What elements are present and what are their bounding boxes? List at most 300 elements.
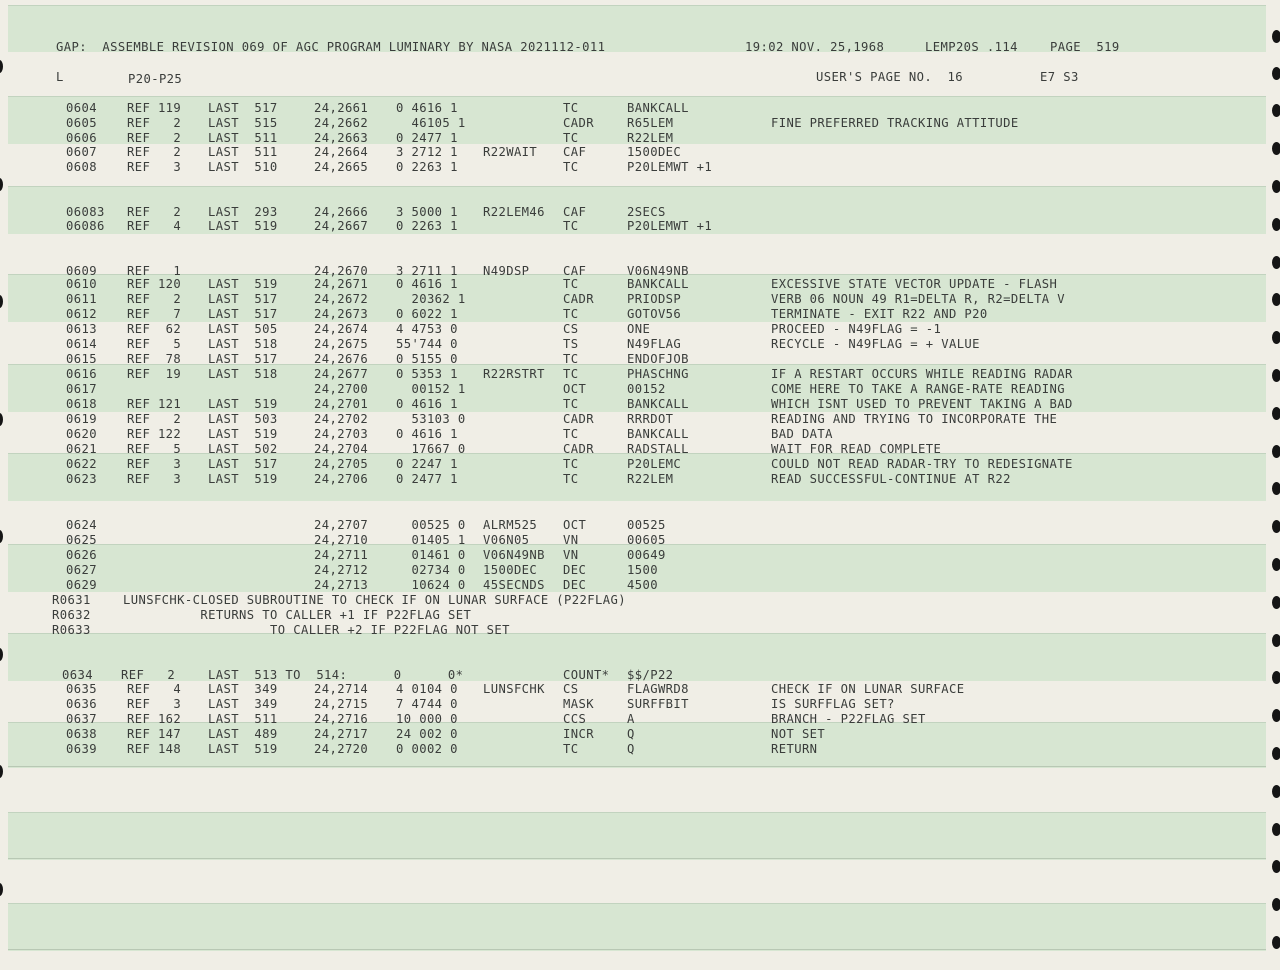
tractor-hole-icon bbox=[1272, 709, 1280, 722]
page-number: PAGE 519 bbox=[1050, 40, 1120, 54]
listing-line bbox=[0, 337, 1260, 352]
line-word: 10 000 0 bbox=[396, 712, 458, 726]
line-addr: 24,2700 bbox=[314, 382, 369, 396]
line-operand: 1500DEC bbox=[627, 145, 682, 159]
line-ref: REF 3 bbox=[127, 457, 182, 471]
listing-line bbox=[0, 682, 1260, 697]
line-line: 0606 bbox=[66, 131, 97, 145]
line-ref: REF 3 bbox=[127, 472, 182, 486]
line-label: ALRM525 bbox=[483, 518, 538, 532]
tractor-hole-icon bbox=[1272, 142, 1280, 155]
line-word: 7 4744 0 bbox=[396, 697, 458, 711]
line-addr: 24,2672 bbox=[314, 292, 369, 306]
line-word: 53103 0 bbox=[396, 412, 466, 426]
line-comment: BRANCH - P22FLAG SET bbox=[771, 712, 926, 726]
line-line: 0619 bbox=[66, 412, 97, 426]
tractor-hole-icon bbox=[1272, 369, 1280, 382]
listing-line bbox=[0, 101, 1260, 116]
line-op: CAF bbox=[563, 145, 587, 159]
job-name: LEMP20S .114 bbox=[925, 40, 1018, 54]
tractor-hole-icon bbox=[1272, 520, 1280, 533]
line-operand: ONE bbox=[627, 322, 651, 336]
line-line: 0637 bbox=[66, 712, 97, 726]
line-op: TC bbox=[563, 472, 579, 486]
left-marker: L bbox=[56, 70, 64, 84]
paper-band bbox=[8, 903, 1266, 951]
tractor-hole-icon bbox=[1272, 898, 1280, 911]
remark-line bbox=[0, 623, 1260, 638]
listing-line bbox=[0, 367, 1260, 382]
line-comment: CHECK IF ON LUNAR SURFACE bbox=[771, 682, 965, 696]
line-word: 0 4616 1 bbox=[396, 101, 458, 115]
line-line: 0624 bbox=[66, 518, 97, 532]
line-line: 0629 bbox=[66, 578, 97, 592]
remark-number: R0632 bbox=[52, 608, 91, 622]
line-ref: REF 2 bbox=[127, 145, 182, 159]
line-operand: 4500 bbox=[627, 578, 658, 592]
line-ref: REF 7 bbox=[127, 307, 182, 321]
line-comment: WAIT FOR READ COMPLETE bbox=[771, 442, 942, 456]
line-line: 0620 bbox=[66, 427, 97, 441]
line-op: MASK bbox=[563, 697, 594, 711]
line-addr: 24,2716 bbox=[314, 712, 369, 726]
line-word: 3 2711 1 bbox=[396, 264, 458, 278]
line-ref: REF 5 bbox=[127, 442, 182, 456]
line-comment: VERB 06 NOUN 49 R1=DELTA R, R2=DELTA V bbox=[771, 292, 1066, 306]
line-addr: 24,2711 bbox=[314, 548, 369, 562]
line-comment: BAD DATA bbox=[771, 427, 833, 441]
listing-line bbox=[0, 307, 1260, 322]
listing-line bbox=[0, 742, 1260, 757]
line-line: 0612 bbox=[66, 307, 97, 321]
line-operand: GOTOV56 bbox=[627, 307, 682, 321]
listing-line bbox=[0, 412, 1260, 427]
listing-title: GAP: ASSEMBLE REVISION 069 OF AGC PROGRAM LUMINARY BY NASA 2021112-011 bbox=[56, 40, 606, 54]
line-line: 0623 bbox=[66, 472, 97, 486]
line-op: VN bbox=[563, 533, 579, 547]
line-op: TC bbox=[563, 457, 579, 471]
line-operand: FLAGWRD8 bbox=[627, 682, 689, 696]
line-label: 45SECNDS bbox=[483, 578, 545, 592]
line-operand: Q bbox=[627, 727, 635, 741]
line-operand: R65LEM bbox=[627, 116, 674, 130]
line-label: 1500DEC bbox=[483, 563, 538, 577]
line-word: 01405 1 bbox=[396, 533, 466, 547]
count-text: LAST 513 TO 514: 0 0* bbox=[208, 668, 464, 682]
listing-line bbox=[0, 322, 1260, 337]
line-last: LAST 517 bbox=[208, 352, 278, 366]
tractor-hole-icon bbox=[1272, 218, 1280, 231]
line-ref: REF 4 bbox=[127, 682, 182, 696]
count-ref: REF 2 bbox=[121, 668, 176, 682]
line-ref: REF 122 bbox=[127, 427, 182, 441]
line-addr: 24,2701 bbox=[314, 397, 369, 411]
line-word: 24 002 0 bbox=[396, 727, 458, 741]
line-comment: RECYCLE - N49FLAG = + VALUE bbox=[771, 337, 980, 351]
remark-number: R0633 bbox=[52, 623, 91, 637]
line-ref: REF 19 bbox=[127, 367, 182, 381]
remark-text: RETURNS TO CALLER +1 IF P22FLAG SET bbox=[123, 608, 472, 622]
print-timestamp: 19:02 NOV. 25,1968 bbox=[745, 40, 885, 54]
line-line: 0635 bbox=[66, 682, 97, 696]
tractor-hole-icon bbox=[0, 648, 3, 661]
line-op: TC bbox=[563, 219, 579, 233]
listing-line bbox=[0, 518, 1260, 533]
line-addr: 24,2715 bbox=[314, 697, 369, 711]
line-operand: BANKCALL bbox=[627, 101, 689, 115]
line-line: 0611 bbox=[66, 292, 97, 306]
line-line: 0608 bbox=[66, 160, 97, 174]
line-addr: 24,2704 bbox=[314, 442, 369, 456]
tractor-hole-icon bbox=[0, 60, 3, 73]
line-addr: 24,2706 bbox=[314, 472, 369, 486]
line-ref: REF 119 bbox=[127, 101, 182, 115]
line-op: TC bbox=[563, 367, 579, 381]
line-addr: 24,2666 bbox=[314, 205, 369, 219]
line-operand: 1500 bbox=[627, 563, 658, 577]
line-word: 10624 0 bbox=[396, 578, 466, 592]
line-op: OCT bbox=[563, 518, 587, 532]
paper-rule bbox=[8, 949, 1266, 950]
line-word: 00525 0 bbox=[396, 518, 466, 532]
line-label: R22RSTRT bbox=[483, 367, 545, 381]
line-line: 0639 bbox=[66, 742, 97, 756]
line-operand: 00152 bbox=[627, 382, 666, 396]
line-last: LAST 510 bbox=[208, 160, 278, 174]
line-ref: REF 120 bbox=[127, 277, 182, 291]
line-last: LAST 511 bbox=[208, 131, 278, 145]
sheet-code: E7 S3 bbox=[1040, 70, 1079, 84]
line-addr: 24,2670 bbox=[314, 264, 369, 278]
line-word: 0 2247 1 bbox=[396, 457, 458, 471]
line-operand: 00605 bbox=[627, 533, 666, 547]
line-op: TS bbox=[563, 337, 579, 351]
count-line bbox=[0, 668, 1260, 683]
line-operand: PRIODSP bbox=[627, 292, 682, 306]
line-op: TC bbox=[563, 397, 579, 411]
line-last: LAST 519 bbox=[208, 427, 278, 441]
line-ref: REF 2 bbox=[127, 116, 182, 130]
line-op: TC bbox=[563, 427, 579, 441]
line-ref: REF 1 bbox=[127, 264, 182, 278]
line-addr: 24,2703 bbox=[314, 427, 369, 441]
line-line: 0607 bbox=[66, 145, 97, 159]
line-label: R22WAIT bbox=[483, 145, 538, 159]
line-comment: RETURN bbox=[771, 742, 818, 756]
line-operand: PHASCHNG bbox=[627, 367, 689, 381]
line-line: 0614 bbox=[66, 337, 97, 351]
tractor-hole-icon bbox=[1272, 671, 1280, 684]
users-page-number: USER'S PAGE NO. 16 bbox=[816, 70, 964, 84]
line-op: CAF bbox=[563, 205, 587, 219]
line-line: 0625 bbox=[66, 533, 97, 547]
paper-rule bbox=[8, 858, 1266, 859]
line-word: 0 2477 1 bbox=[396, 131, 458, 145]
tractor-hole-icon bbox=[1272, 331, 1280, 344]
line-last: LAST 519 bbox=[208, 472, 278, 486]
listing-line bbox=[0, 712, 1260, 727]
line-ref: REF 162 bbox=[127, 712, 182, 726]
line-comment: IF A RESTART OCCURS WHILE READING RADAR bbox=[771, 367, 1073, 381]
line-comment: READ SUCCESSFUL-CONTINUE AT R22 bbox=[771, 472, 1011, 486]
line-comment: NOT SET bbox=[771, 727, 826, 741]
tractor-hole-icon bbox=[1272, 293, 1280, 306]
line-operand: R22LEM bbox=[627, 472, 674, 486]
line-operand: RRRDOT bbox=[627, 412, 674, 426]
line-operand: BANKCALL bbox=[627, 397, 689, 411]
line-op: OCT bbox=[563, 382, 587, 396]
line-ref: REF 62 bbox=[127, 322, 182, 336]
line-line: 0615 bbox=[66, 352, 97, 366]
line-ref: REF 3 bbox=[127, 160, 182, 174]
line-last: LAST 517 bbox=[208, 101, 278, 115]
line-op: CAF bbox=[563, 264, 587, 278]
tractor-hole-icon bbox=[1272, 860, 1280, 873]
tractor-hole-icon bbox=[1272, 445, 1280, 458]
remark-number: R0631 bbox=[52, 593, 91, 607]
tractor-hole-icon bbox=[1272, 558, 1280, 571]
line-operand: SURFFBIT bbox=[627, 697, 689, 711]
listing-line bbox=[0, 578, 1260, 593]
line-word: 0 5353 1 bbox=[396, 367, 458, 381]
line-last: LAST 489 bbox=[208, 727, 278, 741]
line-comment: READING AND TRYING TO INCORPORATE THE bbox=[771, 412, 1058, 426]
line-last: LAST 518 bbox=[208, 337, 278, 351]
line-comment: EXCESSIVE STATE VECTOR UPDATE - FLASH bbox=[771, 277, 1058, 291]
line-addr: 24,2710 bbox=[314, 533, 369, 547]
line-last: LAST 505 bbox=[208, 322, 278, 336]
line-addr: 24,2662 bbox=[314, 116, 369, 130]
line-ref: REF 2 bbox=[127, 412, 182, 426]
line-comment: COME HERE TO TAKE A RANGE-RATE READING bbox=[771, 382, 1066, 396]
line-line: 0610 bbox=[66, 277, 97, 291]
line-word: 0 4616 1 bbox=[396, 397, 458, 411]
listing-line bbox=[0, 727, 1260, 742]
line-op: CADR bbox=[563, 442, 594, 456]
line-word: 55'744 0 bbox=[396, 337, 458, 351]
line-line: 0616 bbox=[66, 367, 97, 381]
remark-text: LUNSFCHK-CLOSED SUBROUTINE TO CHECK IF ON LUNAR SURFACE (P22FLAG) bbox=[123, 593, 626, 607]
line-operand: Q bbox=[627, 742, 635, 756]
listing-line bbox=[0, 277, 1260, 292]
line-line: 0638 bbox=[66, 727, 97, 741]
line-line: 0622 bbox=[66, 457, 97, 471]
line-word: 0 0002 0 bbox=[396, 742, 458, 756]
line-word: 4 0104 0 bbox=[396, 682, 458, 696]
line-label: N49DSP bbox=[483, 264, 530, 278]
line-comment: IS SURFFLAG SET? bbox=[771, 697, 895, 711]
line-word: 3 5000 1 bbox=[396, 205, 458, 219]
line-op: TC bbox=[563, 742, 579, 756]
line-line: 0605 bbox=[66, 116, 97, 130]
line-ref: REF 2 bbox=[127, 131, 182, 145]
line-word: 46105 1 bbox=[396, 116, 466, 130]
listing-line bbox=[0, 352, 1260, 367]
line-comment: PROCEED - N49FLAG = -1 bbox=[771, 322, 942, 336]
line-operand: BANKCALL bbox=[627, 427, 689, 441]
line-label: V06N05 bbox=[483, 533, 530, 547]
tractor-hole-icon bbox=[1272, 482, 1280, 495]
tractor-hole-icon bbox=[0, 765, 3, 778]
line-ref: REF 147 bbox=[127, 727, 182, 741]
line-last: LAST 519 bbox=[208, 397, 278, 411]
count-line: 0634 bbox=[62, 668, 93, 682]
remark-line bbox=[0, 608, 1260, 623]
line-addr: 24,2702 bbox=[314, 412, 369, 426]
line-ref: REF 78 bbox=[127, 352, 182, 366]
line-word: 0 2477 1 bbox=[396, 472, 458, 486]
listing-line bbox=[0, 219, 1260, 234]
line-addr: 24,2674 bbox=[314, 322, 369, 336]
tractor-hole-icon bbox=[1272, 785, 1280, 798]
line-line: 0636 bbox=[66, 697, 97, 711]
line-word: 0 2263 1 bbox=[396, 219, 458, 233]
line-operand: R22LEM bbox=[627, 131, 674, 145]
line-addr: 24,2671 bbox=[314, 277, 369, 291]
line-label: V06N49NB bbox=[483, 548, 545, 562]
listing-line bbox=[0, 397, 1260, 412]
line-word: 4 4753 0 bbox=[396, 322, 458, 336]
tractor-hole-icon bbox=[0, 178, 3, 191]
line-last: LAST 519 bbox=[208, 277, 278, 291]
line-op: TC bbox=[563, 101, 579, 115]
line-line: 06086 bbox=[66, 219, 105, 233]
line-last: LAST 511 bbox=[208, 712, 278, 726]
line-last: LAST 519 bbox=[208, 219, 278, 233]
line-addr: 24,2665 bbox=[314, 160, 369, 174]
line-addr: 24,2673 bbox=[314, 307, 369, 321]
line-line: 0613 bbox=[66, 322, 97, 336]
line-op: DEC bbox=[563, 578, 587, 592]
listing-line bbox=[0, 563, 1260, 578]
tractor-hole-icon bbox=[1272, 256, 1280, 269]
tractor-hole-icon bbox=[1272, 67, 1280, 80]
line-last: LAST 503 bbox=[208, 412, 278, 426]
tractor-hole-icon bbox=[1272, 823, 1280, 836]
line-word: 0 4616 1 bbox=[396, 277, 458, 291]
listing-line bbox=[0, 382, 1260, 397]
line-word: 0 2263 1 bbox=[396, 160, 458, 174]
line-last: LAST 517 bbox=[208, 457, 278, 471]
line-operand: RADSTALL bbox=[627, 442, 689, 456]
line-operand: V06N49NB bbox=[627, 264, 689, 278]
line-line: 0609 bbox=[66, 264, 97, 278]
line-line: 0618 bbox=[66, 397, 97, 411]
listing-line bbox=[0, 548, 1260, 563]
line-addr: 24,2714 bbox=[314, 682, 369, 696]
listing-line bbox=[0, 457, 1260, 472]
line-addr: 24,2667 bbox=[314, 219, 369, 233]
line-op: VN bbox=[563, 548, 579, 562]
tractor-hole-icon bbox=[1272, 747, 1280, 760]
line-addr: 24,2717 bbox=[314, 727, 369, 741]
paper-band bbox=[8, 812, 1266, 860]
line-operand: 00525 bbox=[627, 518, 666, 532]
line-ref: REF 4 bbox=[127, 219, 182, 233]
line-op: TC bbox=[563, 277, 579, 291]
line-addr: 24,2720 bbox=[314, 742, 369, 756]
line-operand: N49FLAG bbox=[627, 337, 682, 351]
line-ref: REF 3 bbox=[127, 697, 182, 711]
line-operand: BANKCALL bbox=[627, 277, 689, 291]
listing-line bbox=[0, 442, 1260, 457]
line-operand: P20LEMWT +1 bbox=[627, 219, 713, 233]
tractor-hole-icon bbox=[1272, 936, 1280, 949]
listing-line bbox=[0, 131, 1260, 146]
line-addr: 24,2713 bbox=[314, 578, 369, 592]
line-operand: P20LEMWT +1 bbox=[627, 160, 713, 174]
line-op: CADR bbox=[563, 292, 594, 306]
line-ref: REF 148 bbox=[127, 742, 182, 756]
line-op: CCS bbox=[563, 712, 587, 726]
line-comment: FINE PREFERRED TRACKING ATTITUDE bbox=[771, 116, 1019, 130]
paper-rule bbox=[8, 766, 1266, 767]
count-operand: $$/P22 bbox=[627, 668, 674, 682]
listing-line bbox=[0, 205, 1260, 220]
line-op: TC bbox=[563, 160, 579, 174]
line-addr: 24,2675 bbox=[314, 337, 369, 351]
line-op: INCR bbox=[563, 727, 594, 741]
line-operand: A bbox=[627, 712, 635, 726]
line-last: LAST 349 bbox=[208, 697, 278, 711]
line-word: 02734 0 bbox=[396, 563, 466, 577]
listing-line bbox=[0, 697, 1260, 712]
line-addr: 24,2705 bbox=[314, 457, 369, 471]
line-word: 00152 1 bbox=[396, 382, 466, 396]
line-op: CADR bbox=[563, 412, 594, 426]
line-last: LAST 517 bbox=[208, 307, 278, 321]
line-line: 0627 bbox=[66, 563, 97, 577]
line-addr: 24,2676 bbox=[314, 352, 369, 366]
line-last: LAST 519 bbox=[208, 742, 278, 756]
line-word: 3 2712 1 bbox=[396, 145, 458, 159]
line-op: TC bbox=[563, 131, 579, 145]
line-last: LAST 502 bbox=[208, 442, 278, 456]
line-op: CS bbox=[563, 682, 579, 696]
tractor-hole-icon bbox=[1272, 30, 1280, 43]
line-last: LAST 293 bbox=[208, 205, 278, 219]
line-word: 17667 0 bbox=[396, 442, 466, 456]
tractor-hole-icon bbox=[1272, 596, 1280, 609]
line-line: 0621 bbox=[66, 442, 97, 456]
line-line: 0626 bbox=[66, 548, 97, 562]
line-ref: REF 2 bbox=[127, 292, 182, 306]
line-ref: REF 2 bbox=[127, 205, 182, 219]
line-operand: ENDOFJOB bbox=[627, 352, 689, 366]
tractor-hole-icon bbox=[0, 883, 3, 896]
line-op: TC bbox=[563, 352, 579, 366]
listing-line bbox=[0, 116, 1260, 131]
line-label: LUNSFCHK bbox=[483, 682, 545, 696]
listing-line bbox=[0, 145, 1260, 160]
line-addr: 24,2663 bbox=[314, 131, 369, 145]
line-addr: 24,2661 bbox=[314, 101, 369, 115]
section-name: P20-P25 bbox=[128, 72, 183, 86]
line-word: 0 5155 0 bbox=[396, 352, 458, 366]
line-comment: COULD NOT READ RADAR-TRY TO REDESIGNATE bbox=[771, 457, 1073, 471]
line-word: 0 4616 1 bbox=[396, 427, 458, 441]
line-last: LAST 349 bbox=[208, 682, 278, 696]
line-op: CS bbox=[563, 322, 579, 336]
line-comment: TERMINATE - EXIT R22 AND P20 bbox=[771, 307, 988, 321]
tractor-hole-icon bbox=[1272, 634, 1280, 647]
line-word: 20362 1 bbox=[396, 292, 466, 306]
listing-line bbox=[0, 427, 1260, 442]
line-addr: 24,2677 bbox=[314, 367, 369, 381]
line-ref: REF 5 bbox=[127, 337, 182, 351]
listing-line bbox=[0, 533, 1260, 548]
line-operand: P20LEMC bbox=[627, 457, 682, 471]
